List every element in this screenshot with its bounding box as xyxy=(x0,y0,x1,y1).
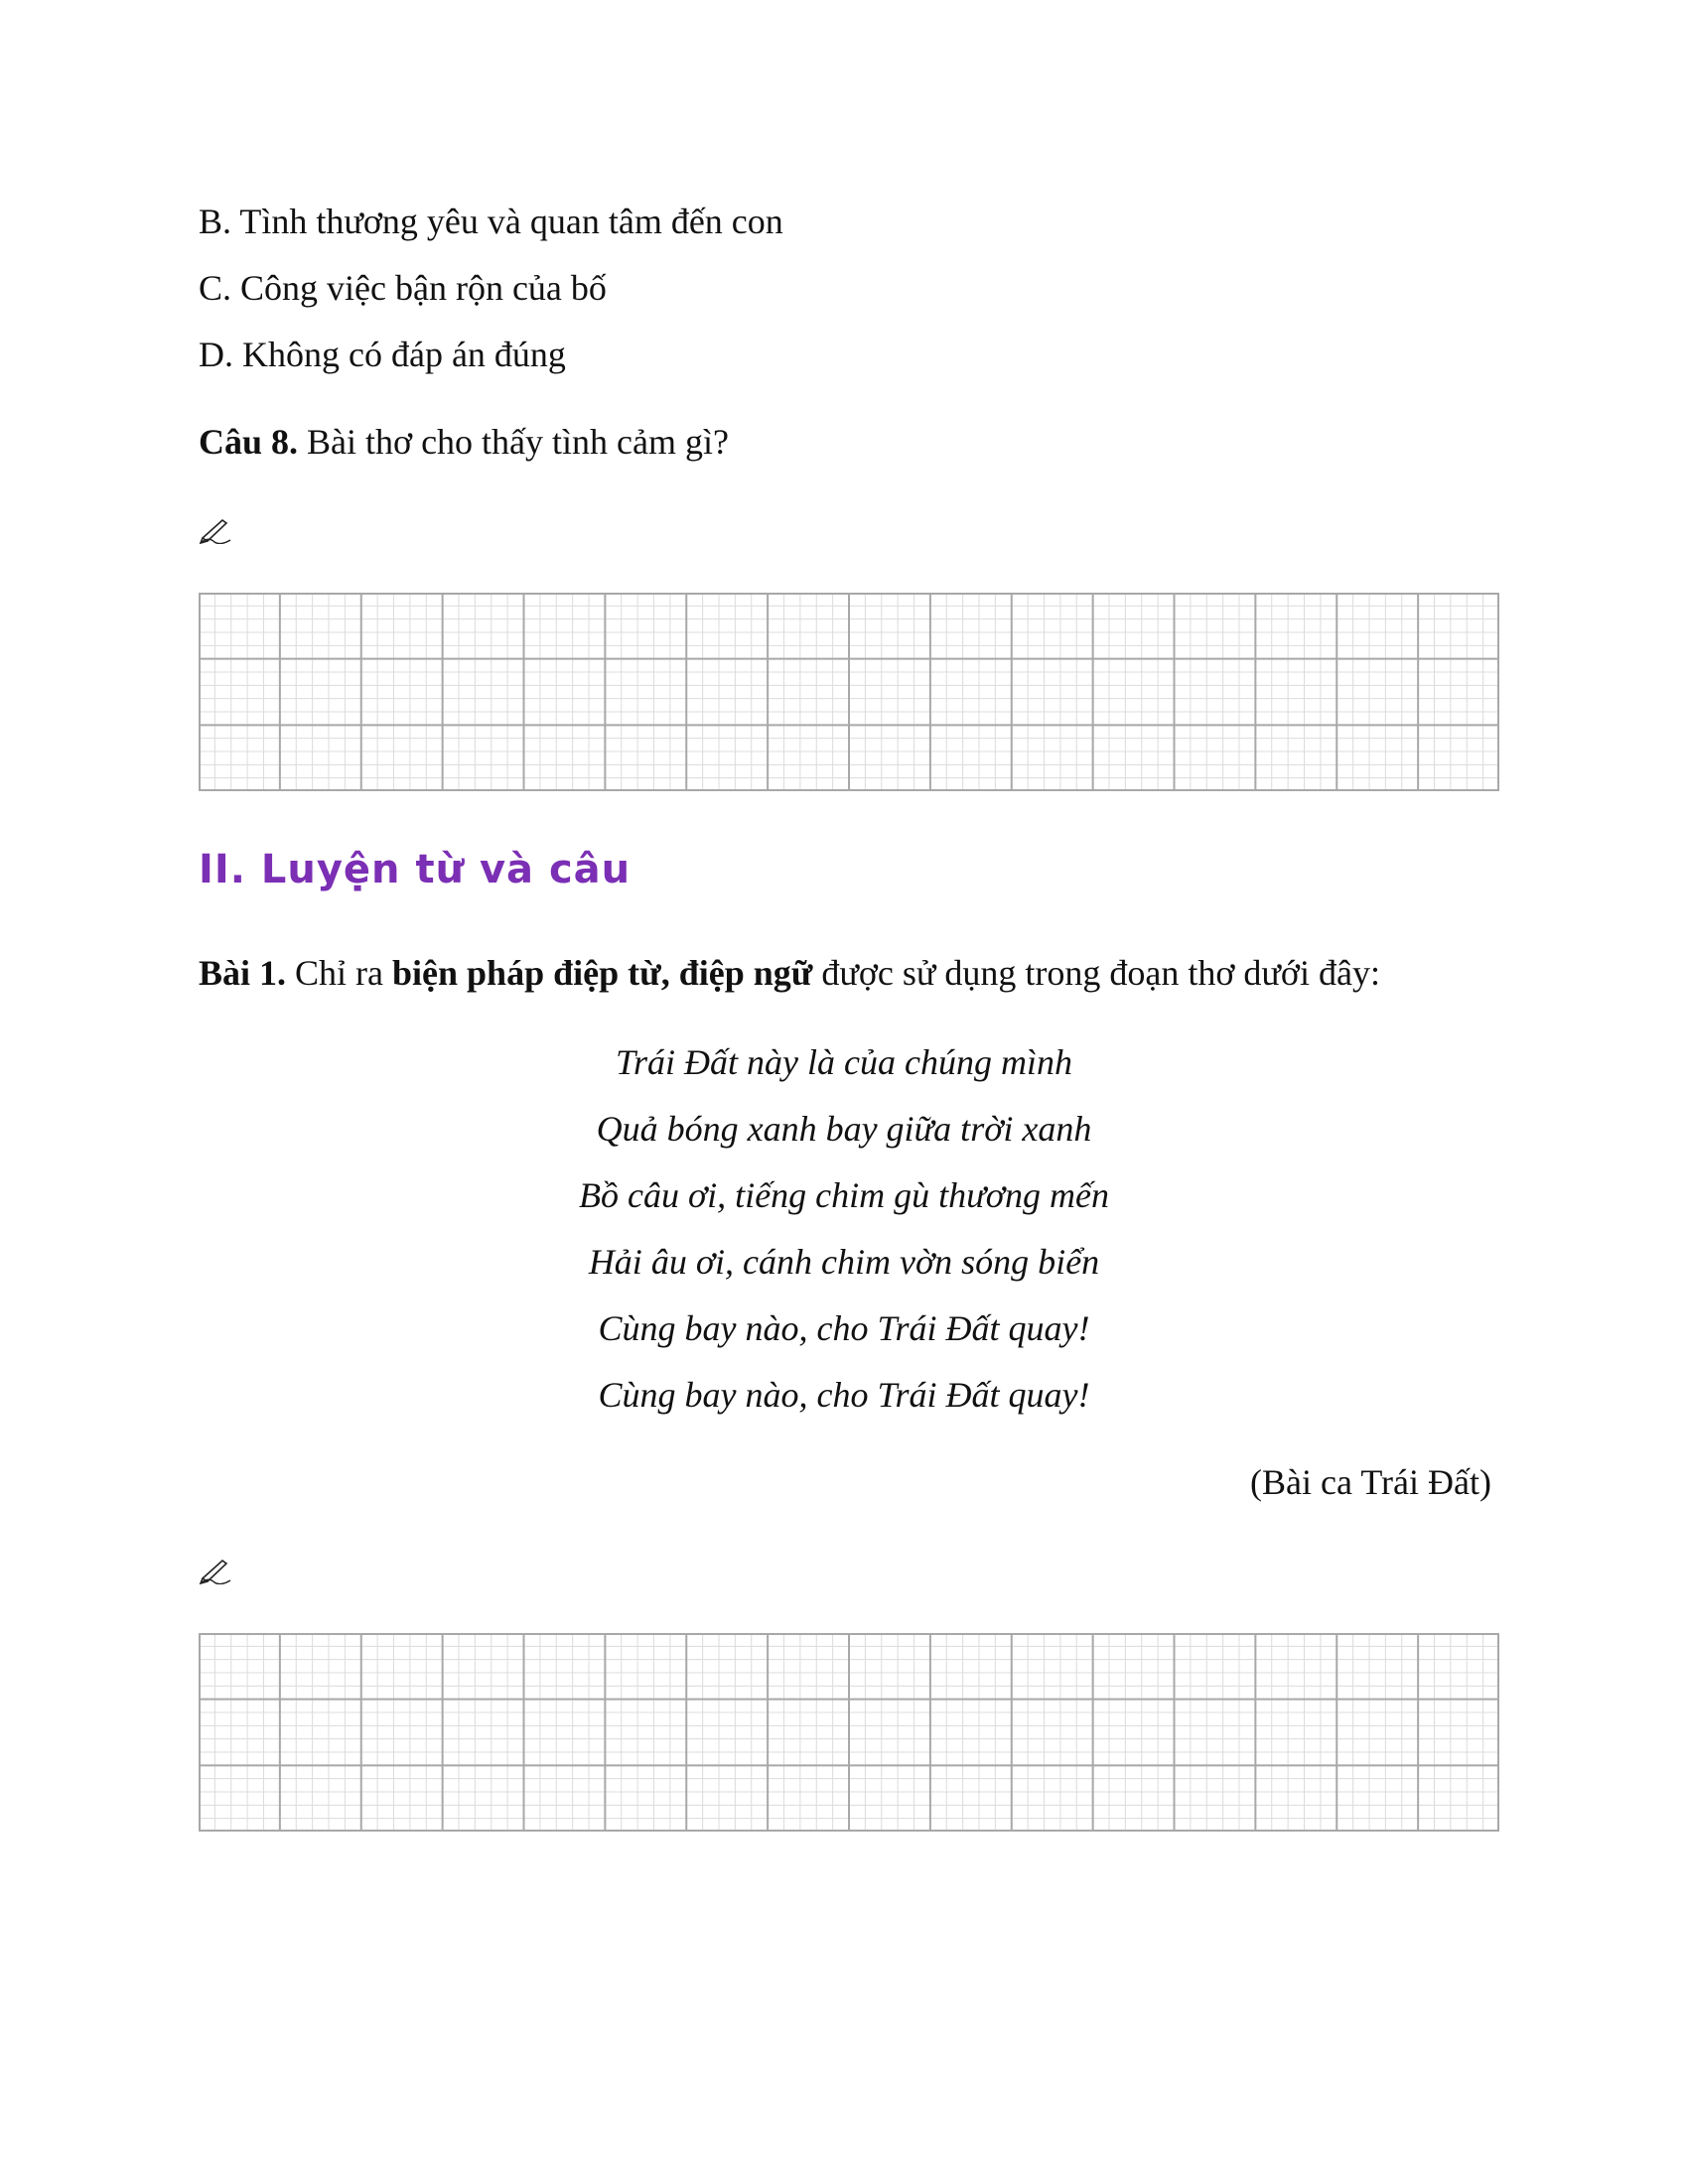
poem-source: (Bài ca Trái Đất) xyxy=(1250,1462,1491,1502)
question-8-label: Câu 8. xyxy=(199,422,299,462)
answer-grid-q8[interactable] xyxy=(199,593,1499,791)
exercise-1-label: Bài 1. xyxy=(199,953,287,993)
question-8 xyxy=(199,420,729,464)
poem-line-5: Cùng bay nào, cho Trái Đất quay! xyxy=(598,1308,1090,1348)
poem-line-6: Cùng bay nào, cho Trái Đất quay! xyxy=(598,1375,1090,1415)
exercise-1-text-a: Chỉ ra xyxy=(286,953,392,993)
answer-grid-ex1[interactable] xyxy=(199,1633,1499,1832)
question-8-text: Bài thơ cho thấy tình cảm gì? xyxy=(298,422,729,462)
section-title: II. Luyện từ và câu xyxy=(199,847,632,892)
exercise-1-emphasis: biện pháp điệp từ, điệp ngữ xyxy=(392,953,813,993)
pencil-writing-icon xyxy=(199,1557,232,1584)
poem-line-2: Quả bóng xanh bay giữa trời xanh xyxy=(596,1109,1092,1149)
option-d: D. Không có đáp án đúng xyxy=(199,335,566,374)
poem-line-3: Bồ câu ơi, tiếng chim gù thương mến xyxy=(579,1175,1109,1215)
poem-line-1: Trái Đất này là của chúng mình xyxy=(616,1042,1072,1082)
exercise-1-text-b: được sử dụng trong đoạn thơ dưới đây: xyxy=(812,953,1380,993)
option-b: B. Tình thương yêu và quan tâm đến con xyxy=(199,202,783,241)
pencil-writing-icon xyxy=(199,516,232,544)
exercise-1 xyxy=(199,951,1380,995)
option-c: C. Công việc bận rộn của bố xyxy=(199,268,607,308)
poem-line-4: Hải âu ơi, cánh chim vờn sóng biển xyxy=(588,1242,1100,1282)
